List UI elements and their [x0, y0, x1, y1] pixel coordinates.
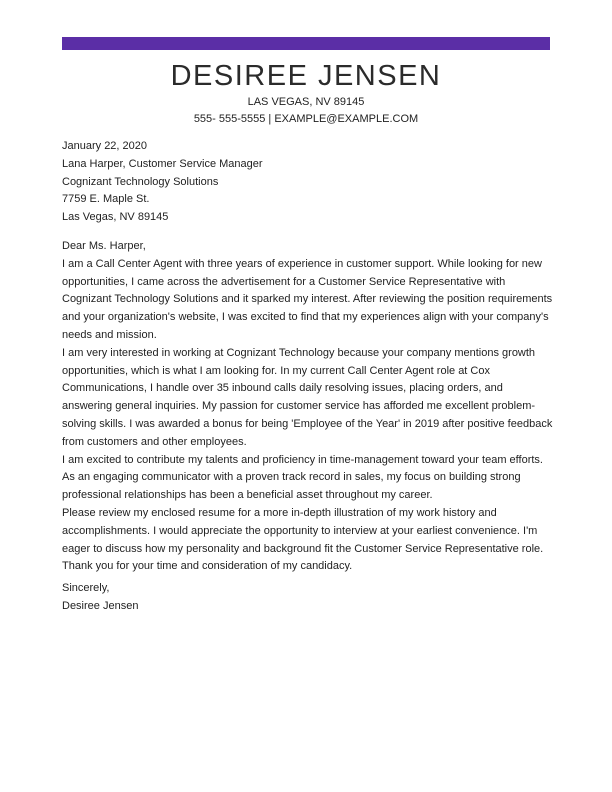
recipient-block [62, 156, 554, 227]
recipient-city-state-zip: Las Vegas, NV 89145 [62, 211, 169, 224]
closing-block [62, 580, 554, 616]
recipient-company: Cognizant Technology Solutions [62, 175, 219, 188]
applicant-address: LAS VEGAS, NV 89145 [247, 96, 365, 108]
body-paragraph-4: Please review my enclosed resume for a more in-depth illustration of my work history and accomplishments. I would appreciate the opportunity to interview at your earliest convenience. I'm eager to discuss how my personality and background fit the Customer Service Representative role. [62, 506, 544, 555]
salutation: Dear Ms. Harper, [62, 239, 146, 252]
body-paragraph-5: Thank you for your time and consideration of my candidacy. [62, 560, 353, 573]
body-paragraph-3: I am excited to contribute my talents and proficiency in time-management toward your team efforts. As an engaging communicator with a proven track record in sales, my focus on building strong professional relationships has been a beneficial asset throughout my career. [62, 453, 543, 502]
applicant-name: DESIREE JENSEN [170, 60, 442, 92]
body-paragraph-1: I am a Call Center Agent with three years of experience in customer support. While looking for new opportunities, I came across the advertisement for a Customer Service Representative with Cognizant Technology Solutions and it sparked my interest. After reviewing the position requirements and your organization's website, I was excited to find that my experiences align with your company's needs and mission. [62, 257, 553, 341]
signature-name: Desiree Jensen [62, 599, 139, 612]
sign-off: Sincerely, [62, 582, 110, 595]
letter-body [62, 138, 554, 616]
body-paragraph-2: I am very interested in working at Cognizant Technology because your company mentions growth opportunities, which is what I am looking for. In my current Call Center Agent role at Cox Communications, I handle over 35 inbound calls daily resolving issues, placing orders, and answering general inquiries. My passion for customer service has afforded me excellent problem-solving skills. I was awarded a bonus for being 'Employee of the Year' in 2019 after positive feedback from customers and other employees. [62, 346, 553, 448]
letter-date: January 22, 2020 [62, 140, 148, 152]
letter-header [62, 58, 550, 128]
recipient-street: 7759 E. Maple St. [62, 193, 150, 206]
header-accent-bar [62, 37, 550, 50]
recipient-name-title: Lana Harper, Customer Service Manager [62, 157, 263, 170]
applicant-contact: 555- 555-5555 | EXAMPLE@EXAMPLE.COM [193, 113, 419, 125]
